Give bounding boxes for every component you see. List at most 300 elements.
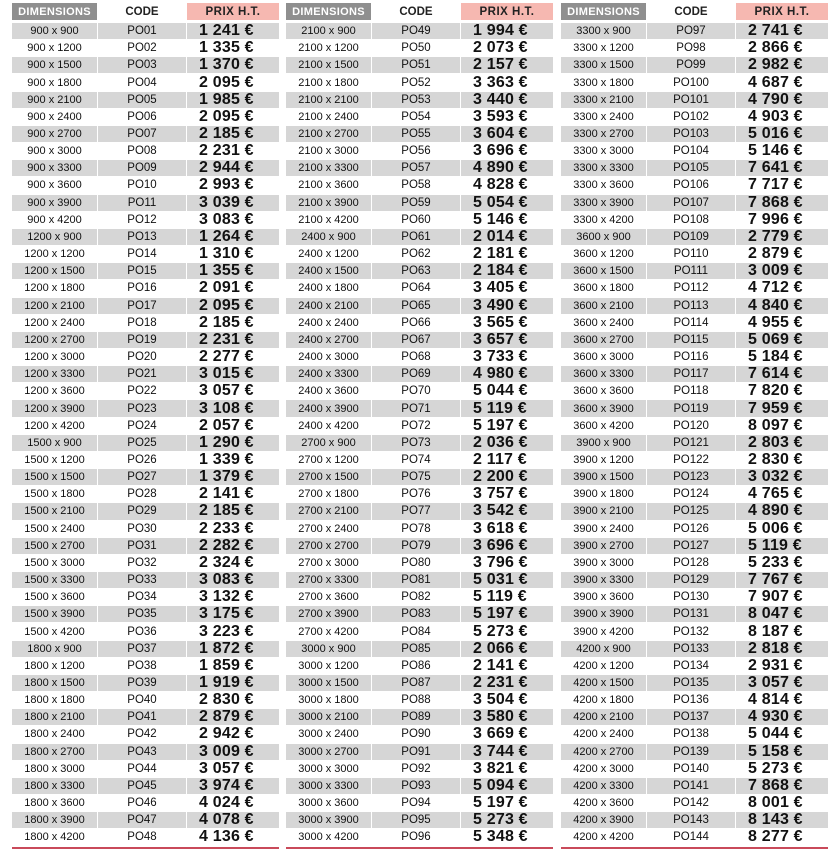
dimension-cell: 900 x 4200 (12, 212, 97, 228)
code-cell: PO134 (647, 658, 735, 674)
price-cell: 7 868 € (736, 778, 828, 794)
table-row (286, 126, 553, 143)
table-row (12, 74, 279, 91)
dimension-cell: 900 x 1800 (12, 74, 97, 90)
table-row (12, 160, 279, 177)
dimension-cell: 4200 x 2100 (561, 709, 646, 725)
dimension-cell: 2100 x 1200 (286, 40, 371, 56)
dimension-cell: 1200 x 900 (12, 229, 97, 245)
price-cell: 5 119 € (461, 589, 553, 605)
dimension-cell: 2400 x 3000 (286, 349, 371, 365)
table-row (561, 452, 828, 469)
dimension-cell: 3300 x 2100 (561, 92, 646, 108)
code-cell: PO45 (98, 778, 186, 794)
dimension-cell: 2100 x 2100 (286, 92, 371, 108)
table-row (286, 658, 553, 675)
table-row (286, 435, 553, 452)
dimension-cell: 3300 x 3000 (561, 143, 646, 159)
table-row (286, 486, 553, 503)
price-cell: 2 185 € (187, 126, 279, 142)
code-cell: PO130 (647, 589, 735, 605)
dimension-cell: 4200 x 3900 (561, 812, 646, 828)
dimension-cell: 1500 x 900 (12, 435, 97, 451)
header-code: CODE (674, 5, 708, 18)
table-row (12, 658, 279, 675)
code-cell: PO113 (647, 298, 735, 314)
table-row (286, 761, 553, 778)
table-row (12, 400, 279, 417)
price-cell: 2 277 € (187, 349, 279, 365)
table-row (561, 606, 828, 623)
table-row (561, 400, 828, 417)
price-cell: 2 200 € (461, 469, 553, 485)
dimension-cell: 3300 x 3600 (561, 177, 646, 193)
price-cell: 2 866 € (736, 40, 828, 56)
price-cell: 5 197 € (461, 418, 553, 434)
table-row (561, 675, 828, 692)
dimension-cell: 2100 x 4200 (286, 212, 371, 228)
code-cell: PO01 (98, 23, 186, 39)
price-cell: 2 095 € (187, 109, 279, 125)
code-cell: PO50 (372, 40, 460, 56)
price-cell: 1 919 € (187, 675, 279, 691)
code-cell: PO88 (372, 692, 460, 708)
table-row (561, 555, 828, 572)
price-cell: 3 504 € (461, 692, 553, 708)
price-cell: 2 014 € (461, 229, 553, 245)
table-row (286, 538, 553, 555)
price-cell: 7 996 € (736, 212, 828, 228)
code-cell: PO123 (647, 469, 735, 485)
dimension-cell: 2400 x 2100 (286, 298, 371, 314)
price-cell: 3 593 € (461, 109, 553, 125)
table-row (561, 418, 828, 435)
dimension-cell: 1200 x 3900 (12, 400, 97, 416)
code-cell: PO56 (372, 143, 460, 159)
dimension-cell: 1200 x 3600 (12, 383, 97, 399)
code-cell: PO49 (372, 23, 460, 39)
table-row (561, 263, 828, 280)
code-cell: PO09 (98, 160, 186, 176)
price-cell: 3 757 € (461, 486, 553, 502)
price-cell: 1 379 € (187, 469, 279, 485)
code-cell: PO38 (98, 658, 186, 674)
price-cell: 8 143 € (736, 812, 828, 828)
table-row (286, 383, 553, 400)
dimension-cell: 1800 x 3000 (12, 761, 97, 777)
price-cell: 8 187 € (736, 623, 828, 639)
table-row (12, 332, 279, 349)
code-cell: PO67 (372, 332, 460, 348)
dimension-cell: 3600 x 1800 (561, 280, 646, 296)
table-header (286, 3, 553, 21)
dimension-cell: 3000 x 1500 (286, 675, 371, 691)
table-header (561, 3, 828, 21)
code-cell: PO04 (98, 74, 186, 90)
table-row (286, 315, 553, 332)
price-cell: 2 181 € (461, 246, 553, 262)
price-cell: 5 069 € (736, 332, 828, 348)
table-row (286, 366, 553, 383)
dimension-cell: 2400 x 4200 (286, 418, 371, 434)
code-cell: PO03 (98, 57, 186, 73)
code-cell: PO10 (98, 177, 186, 193)
price-cell: 4 930 € (736, 709, 828, 725)
dimension-cell: 3000 x 2400 (286, 726, 371, 742)
code-cell: PO104 (647, 143, 735, 159)
code-cell: PO69 (372, 366, 460, 382)
dimension-cell: 3300 x 1500 (561, 57, 646, 73)
price-cell: 4 903 € (736, 109, 828, 125)
code-cell: PO100 (647, 74, 735, 90)
table-row (12, 298, 279, 315)
code-cell: PO18 (98, 315, 186, 331)
dimension-cell: 1500 x 3300 (12, 572, 97, 588)
table-row (561, 709, 828, 726)
code-cell: PO64 (372, 280, 460, 296)
table-row (12, 521, 279, 538)
code-cell: PO82 (372, 589, 460, 605)
code-cell: PO71 (372, 400, 460, 416)
code-cell: PO57 (372, 160, 460, 176)
table-row (286, 229, 553, 246)
price-cell: 2 073 € (461, 40, 553, 56)
code-cell: PO109 (647, 229, 735, 245)
table-row (286, 349, 553, 366)
dimension-cell: 4200 x 2700 (561, 744, 646, 760)
dimension-cell: 2700 x 4200 (286, 623, 371, 639)
dimension-cell: 900 x 3000 (12, 143, 97, 159)
table-row (286, 280, 553, 297)
price-cell: 3 009 € (187, 744, 279, 760)
code-cell: PO75 (372, 469, 460, 485)
code-cell: PO23 (98, 400, 186, 416)
code-cell: PO90 (372, 726, 460, 742)
dimension-cell: 1800 x 1200 (12, 658, 97, 674)
table-row (286, 692, 553, 709)
dimension-cell: 2400 x 1500 (286, 263, 371, 279)
dimension-cell: 2700 x 2400 (286, 521, 371, 537)
dimension-cell: 1500 x 2700 (12, 538, 97, 554)
code-cell: PO140 (647, 761, 735, 777)
code-cell: PO93 (372, 778, 460, 794)
price-cell: 2 231 € (461, 675, 553, 691)
table-row (561, 726, 828, 743)
table-row (12, 503, 279, 520)
price-cell: 3 057 € (187, 761, 279, 777)
code-cell: PO07 (98, 126, 186, 142)
price-cell: 2 185 € (187, 315, 279, 331)
dimension-cell: 3000 x 3000 (286, 761, 371, 777)
table-row (561, 829, 828, 846)
table-row (12, 418, 279, 435)
dimension-cell: 3600 x 3300 (561, 366, 646, 382)
table-row (12, 623, 279, 640)
dimension-cell: 2700 x 2700 (286, 538, 371, 554)
code-cell: PO73 (372, 435, 460, 451)
dimension-cell: 3000 x 3600 (286, 795, 371, 811)
code-cell: PO120 (647, 418, 735, 434)
table-row (286, 795, 553, 812)
price-cell: 2 879 € (736, 246, 828, 262)
table-row (12, 315, 279, 332)
dimension-cell: 1200 x 4200 (12, 418, 97, 434)
dimension-cell: 2100 x 900 (286, 23, 371, 39)
code-cell: PO35 (98, 606, 186, 622)
table-row (561, 521, 828, 538)
price-cell: 7 868 € (736, 195, 828, 211)
code-cell: PO96 (372, 829, 460, 845)
price-cell: 4 712 € (736, 280, 828, 296)
code-cell: PO127 (647, 538, 735, 554)
price-cell: 4 840 € (736, 298, 828, 314)
dimension-cell: 3600 x 2100 (561, 298, 646, 314)
dimension-cell: 1800 x 3900 (12, 812, 97, 828)
price-cell: 3 733 € (461, 349, 553, 365)
table-row (12, 795, 279, 812)
code-cell: PO103 (647, 126, 735, 142)
price-cell: 3 083 € (187, 572, 279, 588)
code-cell: PO61 (372, 229, 460, 245)
dimension-cell: 3900 x 3300 (561, 572, 646, 588)
table-row (12, 606, 279, 623)
code-cell: PO72 (372, 418, 460, 434)
price-cell: 2 036 € (461, 435, 553, 451)
code-cell: PO17 (98, 298, 186, 314)
code-cell: PO14 (98, 246, 186, 262)
table-row (12, 744, 279, 761)
dimension-cell: 1200 x 3000 (12, 349, 97, 365)
header-price: PRIX H.T. (461, 3, 553, 20)
price-cell: 2 803 € (736, 435, 828, 451)
price-cell: 5 094 € (461, 778, 553, 794)
table-row (12, 538, 279, 555)
price-cell: 2 141 € (461, 658, 553, 674)
dimension-cell: 900 x 2100 (12, 92, 97, 108)
price-cell: 5 146 € (461, 212, 553, 228)
table-row (12, 40, 279, 57)
price-cell: 3 175 € (187, 606, 279, 622)
code-cell: PO117 (647, 366, 735, 382)
dimension-cell: 2400 x 2700 (286, 332, 371, 348)
dimension-cell: 2700 x 2100 (286, 503, 371, 519)
price-cell: 3 057 € (736, 675, 828, 691)
price-cell: 2 066 € (461, 641, 553, 657)
price-cell: 5 197 € (461, 795, 553, 811)
table-row (286, 195, 553, 212)
code-cell: PO135 (647, 675, 735, 691)
dimension-cell: 900 x 1500 (12, 57, 97, 73)
price-cell: 2 830 € (187, 692, 279, 708)
code-cell: PO11 (98, 195, 186, 211)
price-cell: 5 197 € (461, 606, 553, 622)
dimension-cell: 3300 x 2400 (561, 109, 646, 125)
price-cell: 4 955 € (736, 315, 828, 331)
table-row (561, 658, 828, 675)
dimension-cell: 3900 x 1200 (561, 452, 646, 468)
table-row (561, 572, 828, 589)
header-price: PRIX H.T. (187, 3, 279, 20)
table-row (12, 486, 279, 503)
price-cell: 3 039 € (187, 195, 279, 211)
table-row (286, 452, 553, 469)
code-cell: PO99 (647, 57, 735, 73)
price-cell: 3 696 € (461, 143, 553, 159)
code-cell: PO55 (372, 126, 460, 142)
price-table-1 (12, 3, 279, 849)
dimension-cell: 3600 x 2400 (561, 315, 646, 331)
price-cell: 2 057 € (187, 418, 279, 434)
code-cell: PO31 (98, 538, 186, 554)
code-cell: PO30 (98, 521, 186, 537)
dimension-cell: 1200 x 1500 (12, 263, 97, 279)
price-cell: 5 006 € (736, 521, 828, 537)
code-cell: PO114 (647, 315, 735, 331)
code-cell: PO89 (372, 709, 460, 725)
table-row (561, 315, 828, 332)
code-cell: PO142 (647, 795, 735, 811)
code-cell: PO05 (98, 92, 186, 108)
table-row (561, 246, 828, 263)
code-cell: PO136 (647, 692, 735, 708)
code-cell: PO26 (98, 452, 186, 468)
dimension-cell: 1500 x 3000 (12, 555, 97, 571)
price-cell: 4 828 € (461, 177, 553, 193)
table-row (12, 109, 279, 126)
table-row (286, 23, 553, 40)
table-row (12, 692, 279, 709)
code-cell: PO92 (372, 761, 460, 777)
price-cell: 2 095 € (187, 298, 279, 314)
code-cell: PO22 (98, 383, 186, 399)
code-cell: PO81 (372, 572, 460, 588)
price-cell: 7 820 € (736, 383, 828, 399)
price-cell: 5 233 € (736, 555, 828, 571)
table-row (286, 709, 553, 726)
dimension-cell: 1200 x 1800 (12, 280, 97, 296)
price-cell: 1 859 € (187, 658, 279, 674)
table-row (12, 641, 279, 658)
dimension-cell: 3900 x 3600 (561, 589, 646, 605)
table-row (561, 778, 828, 795)
table-row (561, 195, 828, 212)
dimension-cell: 3300 x 1800 (561, 74, 646, 90)
table-row (12, 778, 279, 795)
price-cell: 1 339 € (187, 452, 279, 468)
table-row (286, 74, 553, 91)
code-cell: PO58 (372, 177, 460, 193)
code-cell: PO78 (372, 521, 460, 537)
table-row (286, 40, 553, 57)
dimension-cell: 3300 x 4200 (561, 212, 646, 228)
table-row (286, 778, 553, 795)
code-cell: PO28 (98, 486, 186, 502)
price-cell: 3 580 € (461, 709, 553, 725)
table-row (286, 623, 553, 640)
code-cell: PO83 (372, 606, 460, 622)
price-cell: 5 348 € (461, 829, 553, 845)
price-cell: 3 132 € (187, 589, 279, 605)
dimension-cell: 3300 x 3900 (561, 195, 646, 211)
price-cell: 3 604 € (461, 126, 553, 142)
price-cell: 5 016 € (736, 126, 828, 142)
table-row (286, 521, 553, 538)
dimension-cell: 1800 x 2100 (12, 709, 97, 725)
dimension-cell: 3900 x 2100 (561, 503, 646, 519)
dimension-cell: 2700 x 3600 (286, 589, 371, 605)
code-cell: PO85 (372, 641, 460, 657)
table-row (561, 280, 828, 297)
table-row (286, 246, 553, 263)
code-cell: PO118 (647, 383, 735, 399)
dimension-cell: 3300 x 900 (561, 23, 646, 39)
table-row (12, 280, 279, 297)
dimension-cell: 900 x 2400 (12, 109, 97, 125)
table-row (561, 332, 828, 349)
code-cell: PO108 (647, 212, 735, 228)
code-cell: PO124 (647, 486, 735, 502)
dimension-cell: 3300 x 1200 (561, 40, 646, 56)
code-cell: PO122 (647, 452, 735, 468)
table-row (12, 195, 279, 212)
code-cell: PO131 (647, 606, 735, 622)
price-cell: 4 687 € (736, 74, 828, 90)
dimension-cell: 4200 x 4200 (561, 829, 646, 845)
dimension-cell: 3600 x 3600 (561, 383, 646, 399)
dimension-cell: 1800 x 3600 (12, 795, 97, 811)
table-row (561, 383, 828, 400)
code-cell: PO119 (647, 400, 735, 416)
table-row (286, 177, 553, 194)
price-cell: 5 119 € (461, 400, 553, 416)
price-cell: 1 241 € (187, 23, 279, 39)
code-cell: PO39 (98, 675, 186, 691)
price-cell: 2 233 € (187, 521, 279, 537)
price-cell: 2 157 € (461, 57, 553, 73)
header-dimensions: DIMENSIONS (561, 3, 646, 20)
code-cell: PO66 (372, 315, 460, 331)
table-row (561, 744, 828, 761)
code-cell: PO74 (372, 452, 460, 468)
code-cell: PO80 (372, 555, 460, 571)
dimension-cell: 3000 x 900 (286, 641, 371, 657)
code-cell: PO79 (372, 538, 460, 554)
dimension-cell: 2400 x 3900 (286, 400, 371, 416)
price-cell: 5 158 € (736, 744, 828, 760)
code-cell: PO84 (372, 623, 460, 639)
dimension-cell: 2100 x 1800 (286, 74, 371, 90)
dimension-cell: 900 x 3600 (12, 177, 97, 193)
table-row (12, 726, 279, 743)
price-cell: 2 818 € (736, 641, 828, 657)
dimension-cell: 900 x 3900 (12, 195, 97, 211)
table-row (561, 109, 828, 126)
price-cell: 1 355 € (187, 263, 279, 279)
dimension-cell: 3600 x 2700 (561, 332, 646, 348)
price-cell: 3 618 € (461, 521, 553, 537)
price-cell: 3 657 € (461, 332, 553, 348)
price-table-3 (561, 3, 828, 849)
code-cell: PO65 (372, 298, 460, 314)
table-row (12, 177, 279, 194)
code-cell: PO116 (647, 349, 735, 365)
code-cell: PO129 (647, 572, 735, 588)
code-cell: PO42 (98, 726, 186, 742)
dimension-cell: 1800 x 1800 (12, 692, 97, 708)
dimension-cell: 3600 x 1500 (561, 263, 646, 279)
table-row (286, 57, 553, 74)
price-cell: 2 942 € (187, 726, 279, 742)
